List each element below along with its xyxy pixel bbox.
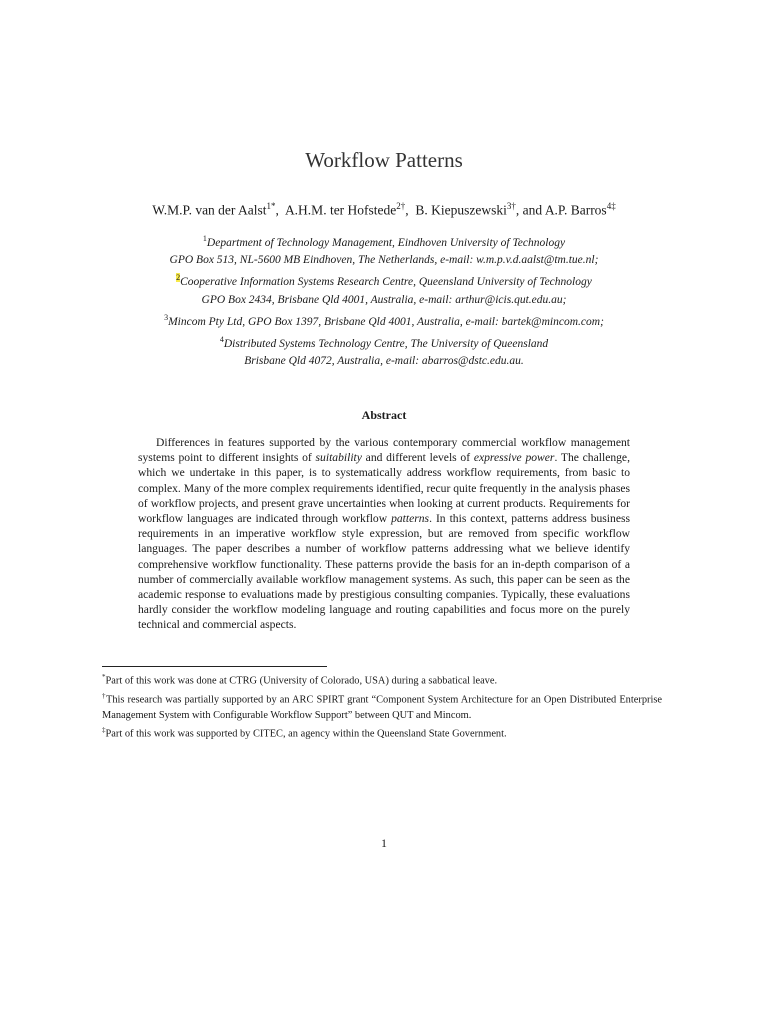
author-marks: 2† (396, 201, 406, 211)
footnote-text: This research was partially supported by an ARC SPIRT grant “Component System Architecture for an Open Distributed Enterprise Management System with Configurable Workflow Support” between QUT and Mincom. (102, 694, 663, 721)
author-separator: , (405, 202, 409, 218)
abstract-text: . The challenge, which we undertake in this paper, is to systematically address workflow requirements, from basic to complex. Many of the more complex requirements identified, recur quite frequently in the analysis phases of workflow projects, and present grave uncertainties when looking at current products. Requirements for workflow languages are indicated through workflow (138, 451, 630, 526)
footnote (102, 670, 662, 689)
author-name: B. Kiepuszewski (415, 202, 507, 218)
affiliation-line (0, 252, 768, 269)
abstract-text: and different levels of (361, 451, 474, 465)
author-name: A.P. Barros (544, 202, 607, 218)
affiliation-line (0, 353, 768, 370)
affiliation-number: 1 (202, 234, 207, 243)
paper-title: Workflow Patterns (305, 148, 463, 172)
affiliation-line (0, 269, 768, 291)
author-list (0, 201, 768, 219)
author-marks: 1* (266, 201, 276, 211)
affiliation-line (0, 309, 768, 331)
affiliation-text: GPO Box 513, NL-5600 MB Eindhoven, The Netherlands, e-mail: w.m.p.v.d.aalst@tm.tue.nl; (169, 254, 599, 267)
author-separator: , (515, 202, 520, 218)
affiliation-text: Brisbane Qld 4072, Australia, e-mail: abarros@dstc.edu.au. (244, 355, 524, 368)
author-marks: 4‡ (606, 201, 616, 211)
affiliation-line (0, 331, 768, 353)
affiliation-text: Department of Technology Management, Eindhoven University of Technology (206, 236, 566, 249)
affiliation-number: 3 (164, 312, 169, 322)
abstract-text: . In this context, patterns address business requirements in an imperative workflow style expression, but are removed from specific workflow languages. The paper describes a number of workflow patterns addressing what we believe identify comprehensive workflow functionality. These patterns provide the basis for an in-depth comparison of a number of commercially available workflow management systems. As such, this paper can be seen as the academic response to evaluations made by prestigious consulting companies. Typically, these evaluations hardly consider the workflow modeling language and routing capabilities and focus more on the purely technical and commercial aspects. (138, 512, 630, 632)
affiliation-line (0, 230, 768, 252)
footnote-divider (102, 666, 327, 667)
affiliation-number: 4 (219, 334, 224, 344)
abstract-body (138, 435, 630, 633)
author-name: W.M.P. van der Aalst (152, 202, 267, 218)
abstract-emphasis: suitability (315, 451, 362, 465)
affiliation-text: Distributed Systems Technology Centre, The University of Queensland (223, 337, 549, 350)
author-name: A.H.M. ter Hofstede (284, 202, 397, 218)
page-number: 1 (381, 836, 387, 850)
footnotes (102, 670, 662, 743)
abstract-text: Differences in features supported by the various contemporary commercial workflow management systems point to different insights of (138, 436, 630, 465)
footnote-text: Part of this work was supported by CITEC, an agency within the Queensland State Government. (105, 728, 507, 740)
author-separator: , (275, 202, 279, 218)
affiliation-text: Cooperative Information Systems Research Centre, Queensland University of Technology (180, 276, 592, 289)
abstract-emphasis: expressive power (473, 451, 555, 465)
abstract-emphasis: patterns (391, 512, 430, 526)
footnote-mark: * (102, 673, 106, 681)
footnote-mark: ‡ (102, 726, 106, 735)
abstract-heading: Abstract (361, 408, 407, 422)
affiliation-line (0, 292, 768, 309)
author-separator-and: and (522, 202, 543, 218)
affiliation-text: Mincom Pty Ltd, GPO Box 1397, Brisbane Qld 4001, Australia, e-mail: bartek@mincom.com; (168, 315, 604, 328)
footnote (102, 723, 662, 742)
affiliation-number: 2 (176, 273, 181, 283)
footnote-text: Part of this work was done at CTRG (University of Colorado, USA) during a sabbatical leave. (105, 675, 498, 687)
affiliation-text: GPO Box 2434, Brisbane Qld 4001, Australia, e-mail: arthur@icis.qut.edu.au; (201, 293, 567, 306)
footnote (102, 689, 662, 723)
footnote-mark: † (102, 692, 106, 701)
affiliations (0, 230, 768, 370)
author-marks: 3† (506, 201, 516, 211)
